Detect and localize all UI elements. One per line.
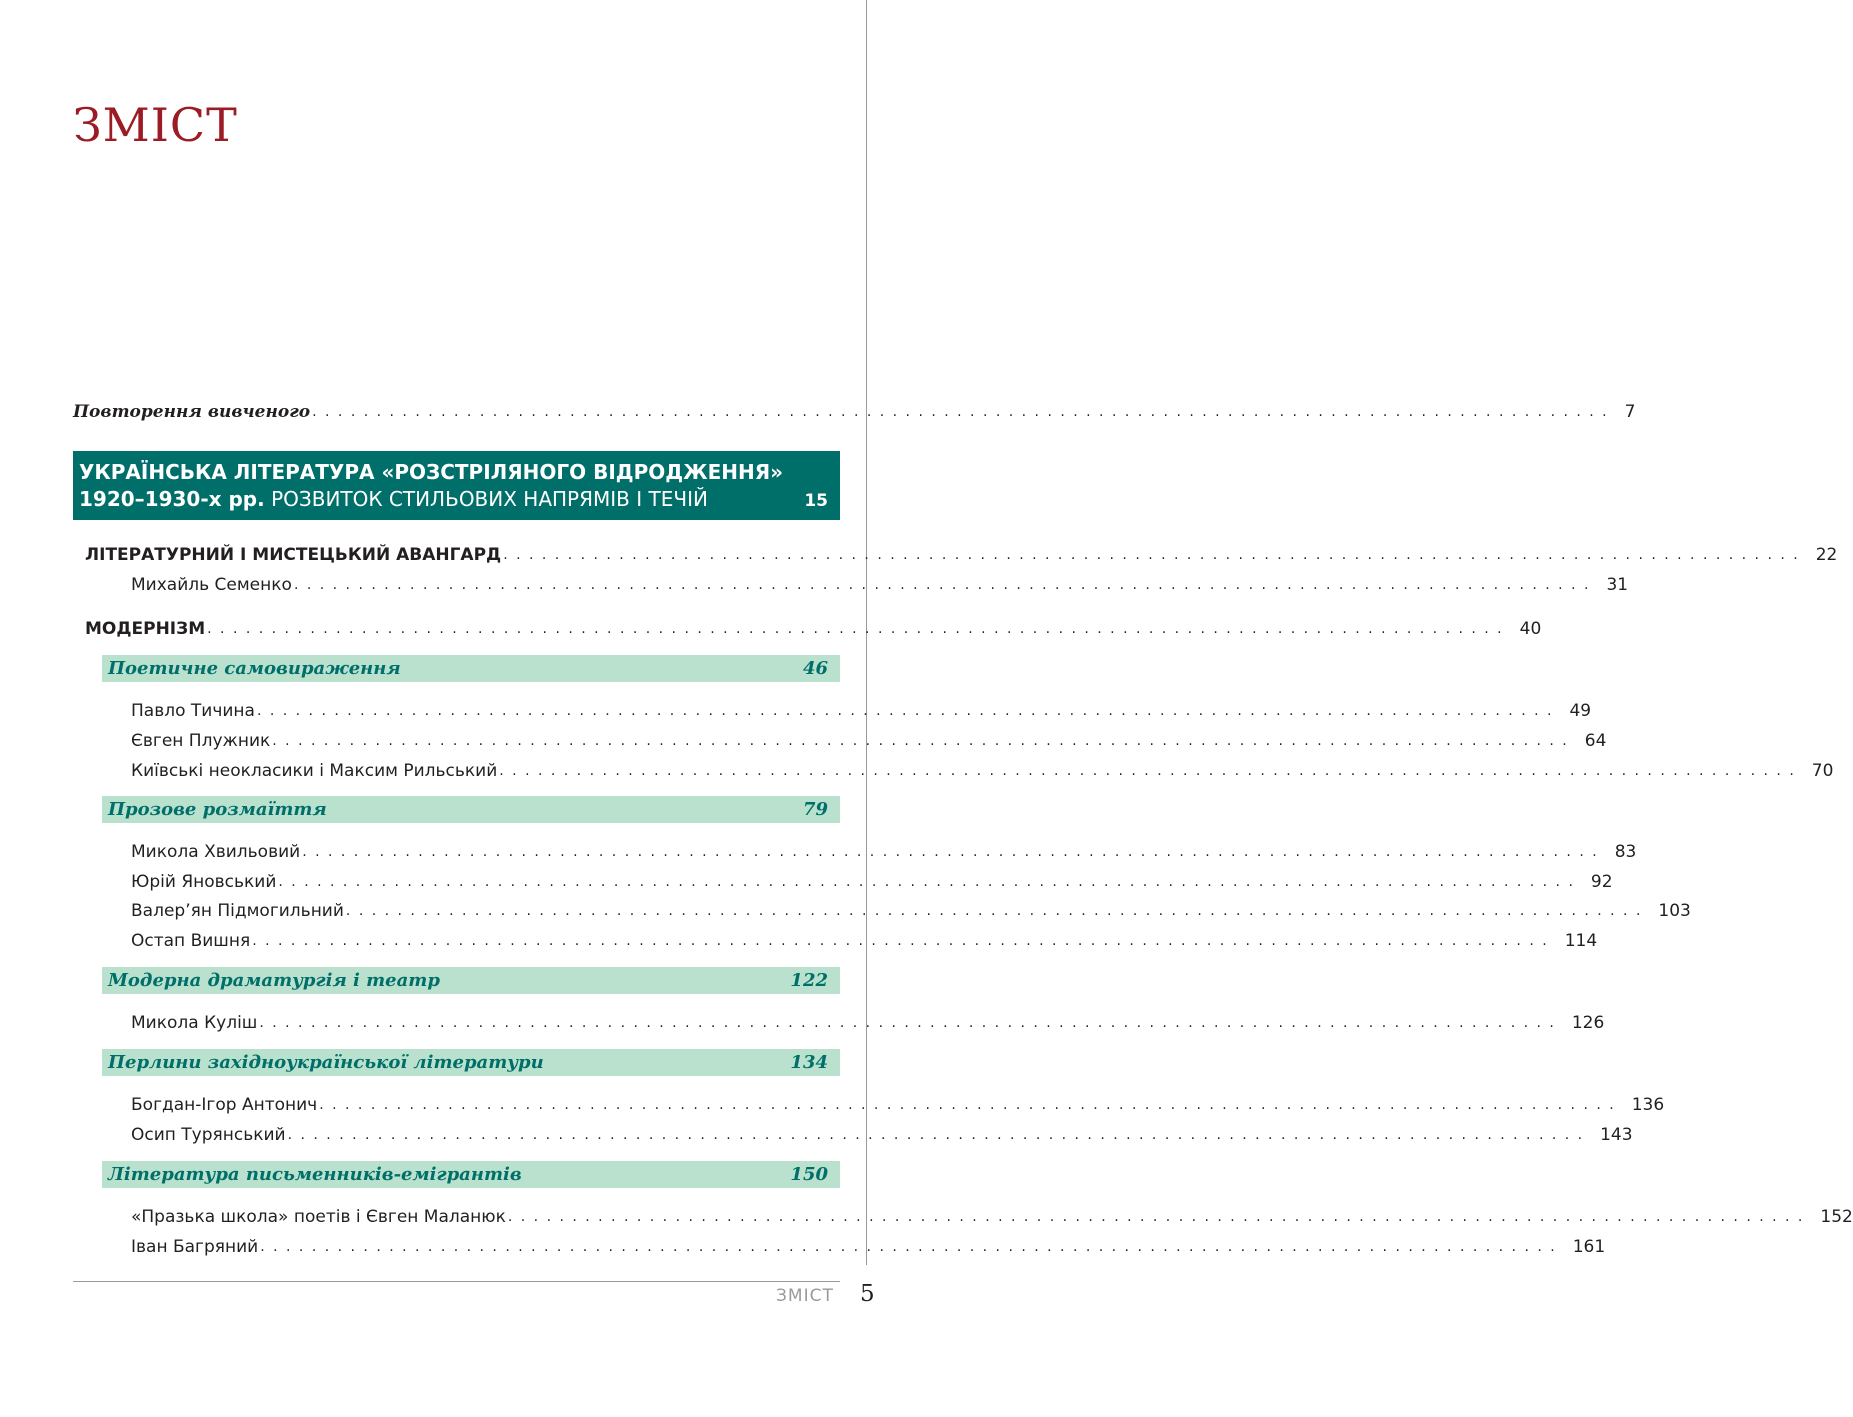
toc-entry-label: Повторення вивченого <box>73 402 311 422</box>
toc-entry-page: 31 <box>1606 575 1629 595</box>
toc-leader-dots: . . . . . . . . . . . . . . . . . . . . . . . . . . . . . . . . . . . . . . . . . . . . . . . . . . . . . . . . . . . . . . . . . . . . . . . . . . . . . . . . . . . . . . . . . . . . . . . . . . . . . <box>207 621 1504 637</box>
toc-entry-semenko[interactable] <box>131 570 1629 596</box>
subheading-westukr[interactable] <box>102 1049 840 1076</box>
toc-entry-neoclassics[interactable] <box>131 756 1834 782</box>
toc-entry-page: 103 <box>1658 901 1691 921</box>
toc-entry-pluzhnyk[interactable] <box>131 726 1607 752</box>
footer-page-number: 5 <box>860 1281 875 1307</box>
subheading-emigre[interactable] <box>102 1161 840 1188</box>
subheading-label: Прозове розмаїття <box>108 799 327 820</box>
toc-entry-yanovsky[interactable] <box>131 867 1613 893</box>
section-banner[interactable] <box>73 451 840 520</box>
toc-entry-label: Іван Багряний <box>131 1237 259 1257</box>
toc-entry-turiansky[interactable] <box>131 1120 1633 1146</box>
subheading-page: 79 <box>802 799 828 820</box>
toc-entry-label: Київські неокласики і Максим Рильський <box>131 761 498 781</box>
toc-entry-avantgarde[interactable] <box>85 540 1838 566</box>
toc-leader-dots: . . . . . . . . . . . . . . . . . . . . . . . . . . . . . . . . . . . . . . . . . . . . . . . . . . . . . . . . . . . . . . . . . . . . . . . . . . . . . . . . . . . . . . . . . . . . . . . . . . . . . <box>252 933 1549 949</box>
subheading-label: Поетичне самовираження <box>108 658 401 679</box>
toc-leader-dots: . . . . . . . . . . . . . . . . . . . . . . . . . . . . . . . . . . . . . . . . . . . . . . . . . . . . . . . . . . . . . . . . . . . . . . . . . . . . . . . . . . . . . . . . . . . . . . . . . . . . . <box>312 404 1609 420</box>
toc-entry-page: 92 <box>1590 872 1613 892</box>
toc-entry-label: ЛІТЕРАТУРНИЙ І МИСТЕЦЬКИЙ АВАНГАРД <box>85 545 502 565</box>
toc-entry-kulish[interactable] <box>131 1008 1605 1034</box>
toc-leader-dots: . . . . . . . . . . . . . . . . . . . . . . . . . . . . . . . . . . . . . . . . . . . . . . . . . . . . . . . . . . . . . . . . . . . . . . . . . . . . . . . . . . . . . . . . . . . . . . . . . . . . . <box>287 1127 1585 1143</box>
subheading-page: 122 <box>790 970 828 991</box>
section-years: 1920–1930-х рр. <box>79 487 265 511</box>
subheading-label: Модерна драматургія і театр <box>108 970 440 991</box>
toc-entry-page: 114 <box>1564 931 1598 951</box>
toc-entry-page: 126 <box>1571 1013 1605 1033</box>
toc-entry-page: 136 <box>1631 1095 1665 1115</box>
toc-entry-label: Михайль Семенко <box>131 575 292 595</box>
section-title-line1: УКРАЇНСЬКА ЛІТЕРАТУРА «РОЗСТРІЛЯНОГО ВІДРОДЖЕННЯ» <box>79 460 784 484</box>
toc-entry-page: 7 <box>1624 402 1636 422</box>
footer-running-title: ЗМІСТ <box>776 1286 834 1306</box>
toc-leader-dots: . . . . . . . . . . . . . . . . . . . . . . . . . . . . . . . . . . . . . . . . . . . . . . . . . . . . . . . . . . . . . . . . . . . . . . . . . . . . . . . . . . . . . . . . . . . . . . . . . . . . . <box>499 763 1796 779</box>
toc-entry-page: 143 <box>1600 1125 1633 1145</box>
subheading-page: 134 <box>790 1052 828 1073</box>
toc-entry-page: 49 <box>1569 701 1592 721</box>
toc-entry-khvylovy[interactable] <box>131 837 1637 863</box>
toc-leader-dots: . . . . . . . . . . . . . . . . . . . . . . . . . . . . . . . . . . . . . . . . . . . . . . . . . . . . . . . . . . . . . . . . . . . . . . . . . . . . . . . . . . . . . . . . . . . . . . . . . . . . . <box>503 547 1800 563</box>
subheading-poetic[interactable] <box>102 655 840 682</box>
toc-leader-dots: . . . . . . . . . . . . . . . . . . . . . . . . . . . . . . . . . . . . . . . . . . . . . . . . . . . . . . . . . . . . . . . . . . . . . . . . . . . . . . . . . . . . . . . . . . . . . . . . . . . . . <box>507 1209 1805 1225</box>
toc-leader-dots: . . . . . . . . . . . . . . . . . . . . . . . . . . . . . . . . . . . . . . . . . . . . . . . . . . . . . . . . . . . . . . . . . . . . . . . . . . . . . . . . . . . . . . . . . . . . . . . . . . . . . <box>260 1239 1557 1255</box>
toc-leader-dots: . . . . . . . . . . . . . . . . . . . . . . . . . . . . . . . . . . . . . . . . . . . . . . . . . . . . . . . . . . . . . . . . . . . . . . . . . . . . . . . . . . . . . . . . . . . . . . . . . . . . . <box>293 577 1591 593</box>
toc-entry-page: 83 <box>1614 842 1637 862</box>
subheading-prose[interactable] <box>102 796 840 823</box>
toc-entry-label: Микола Хвильовий <box>131 842 301 862</box>
toc-leader-dots: . . . . . . . . . . . . . . . . . . . . . . . . . . . . . . . . . . . . . . . . . . . . . . . . . . . . . . . . . . . . . . . . . . . . . . . . . . . . . . . . . . . . . . . . . . . . . . . . . . . . . <box>345 903 1643 919</box>
toc-entry-page: 40 <box>1519 619 1542 639</box>
subheading-page: 150 <box>790 1164 828 1185</box>
toc-leader-dots: . . . . . . . . . . . . . . . . . . . . . . . . . . . . . . . . . . . . . . . . . . . . . . . . . . . . . . . . . . . . . . . . . . . . . . . . . . . . . . . . . . . . . . . . . . . . . . . . . . . . . <box>272 733 1569 749</box>
section-title-line2 <box>79 487 708 511</box>
subheading-drama[interactable] <box>102 967 840 994</box>
toc-entry-intro[interactable] <box>73 397 1636 423</box>
toc-leader-dots: . . . . . . . . . . . . . . . . . . . . . . . . . . . . . . . . . . . . . . . . . . . . . . . . . . . . . . . . . . . . . . . . . . . . . . . . . . . . . . . . . . . . . . . . . . . . . . . . . . . . . <box>319 1097 1616 1113</box>
toc-entry-label: Богдан-Ігор Антонич <box>131 1095 318 1115</box>
toc-entry-page: 152 <box>1820 1207 1853 1227</box>
subheading-label: Література письменників-емігрантів <box>108 1164 522 1185</box>
toc-entry-bahriany[interactable] <box>131 1232 1606 1258</box>
toc-entry-label: Остап Вишня <box>131 931 251 951</box>
page-title: ЗМІСТ <box>73 98 238 152</box>
subheading-label: Перлини західноукраїнської літератури <box>108 1052 544 1073</box>
toc-entry-modernism[interactable] <box>85 614 1542 640</box>
toc-entry-label: Євген Плужник <box>131 731 271 751</box>
toc-entry-label: Осип Турянський <box>131 1125 286 1145</box>
toc-entry-label: Микола Куліш <box>131 1013 258 1033</box>
toc-entry-pidmohylny[interactable] <box>131 896 1691 922</box>
toc-entry-page: 64 <box>1584 731 1607 751</box>
toc-leader-dots: . . . . . . . . . . . . . . . . . . . . . . . . . . . . . . . . . . . . . . . . . . . . . . . . . . . . . . . . . . . . . . . . . . . . . . . . . . . . . . . . . . . . . . . . . . . . . . . . . . . . . <box>302 844 1599 860</box>
toc-leader-dots: . . . . . . . . . . . . . . . . . . . . . . . . . . . . . . . . . . . . . . . . . . . . . . . . . . . . . . . . . . . . . . . . . . . . . . . . . . . . . . . . . . . . . . . . . . . . . . . . . . . . . <box>259 1015 1556 1031</box>
toc-leader-dots: . . . . . . . . . . . . . . . . . . . . . . . . . . . . . . . . . . . . . . . . . . . . . . . . . . . . . . . . . . . . . . . . . . . . . . . . . . . . . . . . . . . . . . . . . . . . . . . . . . . . . <box>278 874 1575 890</box>
section-subtitle: РОЗВИТОК СТИЛЬОВИХ НАПРЯМІВ І ТЕЧІЙ <box>264 487 708 511</box>
toc-entry-label: Валер’ян Підмогильний <box>131 901 344 921</box>
toc-entry-label: «Празька школа» поетів і Євген Маланюк <box>131 1207 506 1227</box>
toc-entry-label: МОДЕРНІЗМ <box>85 619 206 639</box>
toc-leader-dots: . . . . . . . . . . . . . . . . . . . . . . . . . . . . . . . . . . . . . . . . . . . . . . . . . . . . . . . . . . . . . . . . . . . . . . . . . . . . . . . . . . . . . . . . . . . . . . . . . . . . . <box>256 703 1554 719</box>
toc-entry-label: Павло Тичина <box>131 701 255 721</box>
subheading-page: 46 <box>802 658 828 679</box>
footer-rule <box>73 1281 840 1282</box>
toc-entry-antonych[interactable] <box>131 1090 1665 1116</box>
toc-entry-page: 22 <box>1815 545 1838 565</box>
toc-entry-page: 70 <box>1811 761 1834 781</box>
toc-entry-vyshnia[interactable] <box>131 926 1598 952</box>
toc-entry-label: Юрій Яновський <box>131 872 277 892</box>
toc-entry-page: 161 <box>1572 1237 1606 1257</box>
toc-entry-tychyna[interactable] <box>131 696 1592 722</box>
section-page: 15 <box>804 491 828 511</box>
toc-entry-prague[interactable] <box>131 1202 1853 1228</box>
